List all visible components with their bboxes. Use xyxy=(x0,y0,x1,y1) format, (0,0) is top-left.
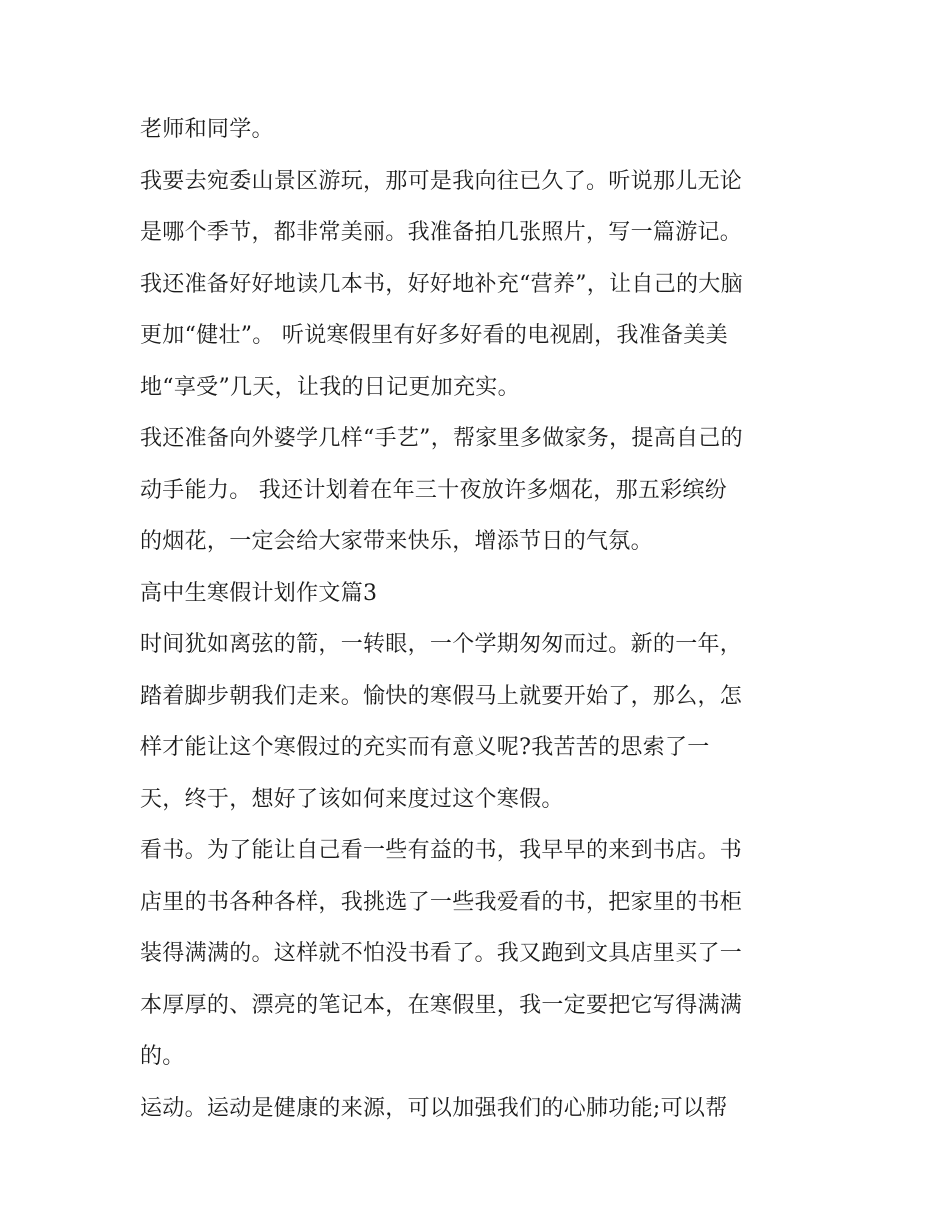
text-line: 的。 xyxy=(140,1044,185,1069)
text-line: 样才能让这个寒假过的充实而有意义呢?我苦苦的思索了一 xyxy=(140,735,710,760)
text-line: 运动。运动是健康的来源，可以加强我们的心肺功能;可以帮 xyxy=(140,1095,728,1121)
text-line: 看书。为了能让自己看一些有益的书，我早早的来到书店。书 xyxy=(140,838,743,863)
text-line: 我要去宛委山景区游玩，那可是我向往已久了。听说那儿无论 xyxy=(140,168,743,194)
text-line: 我还准备好好地读几本书，好好地补充“营养”，让自己的大脑 xyxy=(140,271,743,297)
text-line: 的烟花，一定会给大家带来快乐，增添节日的气氛。 xyxy=(140,529,653,554)
text-line: 装得满满的。这样就不怕没书看了。我又跑到文具店里买了一 xyxy=(140,941,743,966)
text-line: 踏着脚步朝我们走来。愉快的寒假马上就要开始了，那么，怎 xyxy=(140,683,743,709)
text-line: 是哪个季节，都非常美丽。我准备拍几张照片，写一篇游记。 xyxy=(140,220,743,245)
article-body xyxy=(140,104,820,1134)
text-line: 店里的书各种各样，我挑选了一些我爱看的书，把家里的书柜 xyxy=(140,889,743,915)
section-heading: 高中生寒假计划作文篇3 xyxy=(140,580,378,606)
text-line: 我还准备向外婆学几样“手艺”，帮家里多做家务，提高自己的 xyxy=(140,426,743,451)
text-line: 老师和同学。 xyxy=(140,117,274,142)
text-line: 天，终于，想好了该如何来度过这个寒假。 xyxy=(140,786,564,812)
text-line: 更加“健壮”。 听说寒假里有好多好看的电视剧，我准备美美 xyxy=(140,323,728,348)
text-line: 时间犹如离弦的箭，一转眼，一个学期匆匆而过。新的一年， xyxy=(140,632,743,657)
text-line: 地“享受”几天，让我的日记更加充实。 xyxy=(140,374,520,400)
text-line: 本厚厚的、漂亮的笔记本，在寒假里，我一定要把它写得满满 xyxy=(140,992,743,1018)
text-line: 动手能力。 我还计划着在年三十夜放许多烟花，那五彩缤纷 xyxy=(140,477,728,503)
